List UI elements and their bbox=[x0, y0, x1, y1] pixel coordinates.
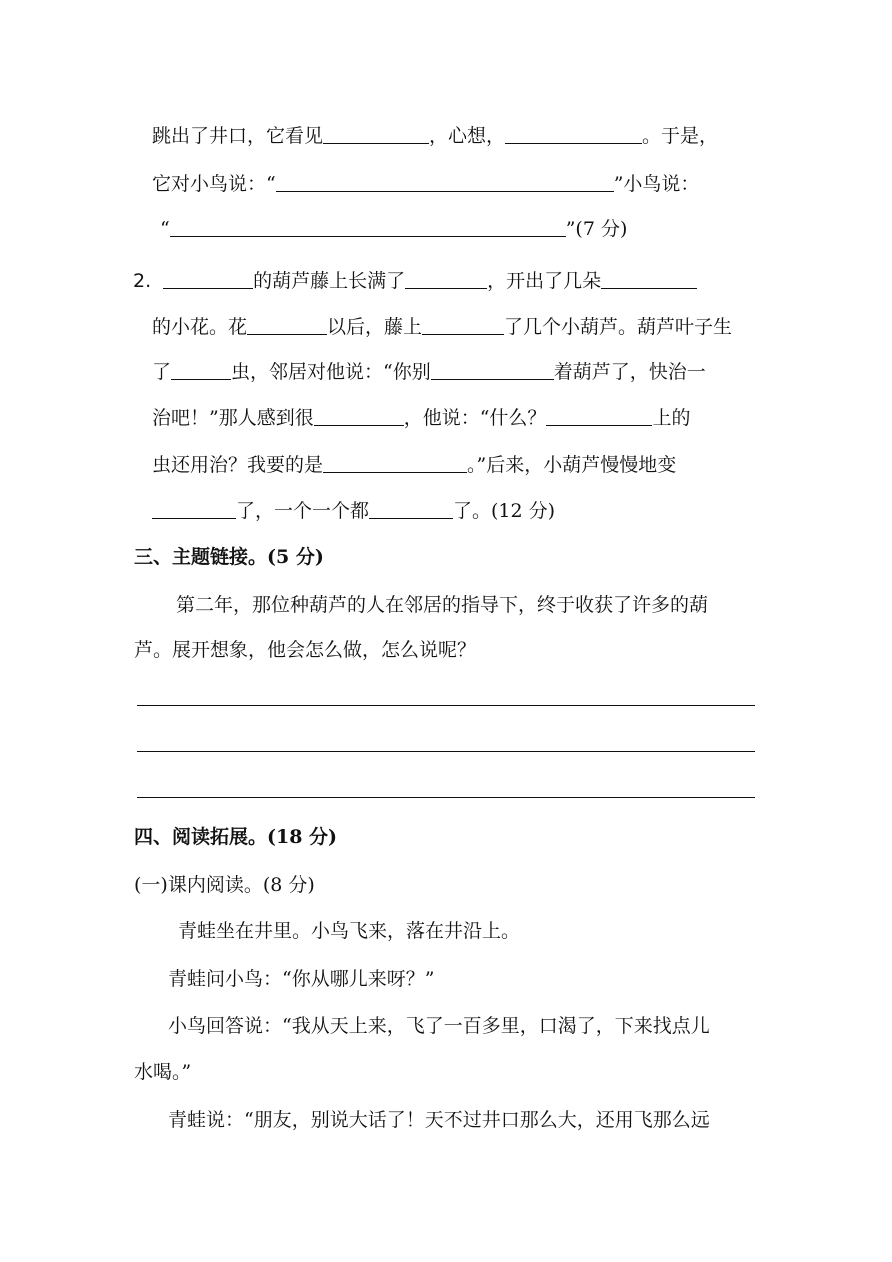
answer-blank[interactable] bbox=[369, 498, 453, 519]
answer-blank[interactable] bbox=[601, 268, 697, 289]
q2-line-5 bbox=[152, 452, 676, 478]
frog-fill-line-1 bbox=[152, 123, 718, 149]
q2-text: 了 bbox=[152, 361, 172, 383]
section-3-paragraph-line-2: 芦。展开想象，他会怎么做，怎么说呢？ bbox=[134, 639, 477, 661]
answer-line[interactable] bbox=[137, 797, 755, 798]
frog-fill-text: ，心想， bbox=[429, 125, 506, 147]
q2-text: 了。(12 分) bbox=[453, 500, 556, 522]
section-3-heading: 三、主题链接。(5 分) bbox=[134, 546, 324, 568]
section-3-paragraph-line-1: 第二年，那位种葫芦的人在邻居的指导下，终于收获了许多的葫 bbox=[176, 594, 709, 616]
answer-blank[interactable] bbox=[163, 268, 253, 289]
q2-line-4 bbox=[152, 405, 690, 431]
answer-blank[interactable] bbox=[546, 405, 652, 426]
reading-paragraph-1: 青蛙坐在井里。小鸟飞来，落在井沿上。 bbox=[178, 920, 521, 942]
answer-blank[interactable] bbox=[152, 498, 236, 519]
frog-fill-line-3 bbox=[160, 216, 627, 242]
answer-blank[interactable] bbox=[314, 405, 404, 426]
q2-text: 了几个小葫芦。葫芦叶子生 bbox=[504, 316, 733, 338]
reading-paragraph-4: 青蛙说：“朋友，别说大话了！天不过井口那么大，还用飞那么远 bbox=[168, 1109, 710, 1131]
q2-text: 虫，邻居对他说：“你别 bbox=[231, 361, 431, 383]
frog-fill-text: ”小鸟说： bbox=[613, 173, 700, 195]
q2-text: 虫还用治？我要的是 bbox=[152, 454, 324, 476]
q2-text: 了，一个一个都 bbox=[236, 500, 370, 522]
answer-blank[interactable] bbox=[505, 123, 642, 144]
q2-text: ，开出了几朵 bbox=[487, 270, 602, 292]
frog-fill-text: “ bbox=[160, 218, 170, 240]
frog-fill-text: 它对小鸟说：“ bbox=[152, 173, 276, 195]
q2-text: 着葫芦了，快治一 bbox=[553, 361, 706, 383]
section-4-heading: 四、阅读拓展。(18 分) bbox=[134, 826, 338, 848]
q2-line-6 bbox=[152, 498, 555, 524]
reading-paragraph-3-line-1: 小鸟回答说：“我从天上来，飞了一百多里，口渴了，下来找点儿 bbox=[168, 1015, 710, 1037]
answer-blank[interactable] bbox=[323, 123, 429, 144]
answer-blank[interactable] bbox=[422, 314, 504, 335]
reading-paragraph-2: 青蛙问小鸟：“你从哪儿来呀？” bbox=[168, 968, 435, 990]
answer-blank[interactable] bbox=[431, 359, 554, 380]
answer-blank[interactable] bbox=[171, 359, 231, 380]
q2-text: ，他说：“什么？ bbox=[403, 407, 547, 429]
q2-text: 的葫芦藤上长满了 bbox=[253, 270, 406, 292]
q2-text: 。”后来，小葫芦慢慢地变 bbox=[467, 454, 677, 476]
q2-text: 的小花。花 bbox=[152, 316, 248, 338]
answer-line[interactable] bbox=[137, 751, 755, 752]
reading-paragraph-3-line-2: 水喝。” bbox=[134, 1061, 192, 1083]
answer-blank[interactable] bbox=[170, 216, 566, 237]
q2-text: 治吧！”那人感到很 bbox=[152, 407, 314, 429]
frog-fill-text: 跳出了井口，它看见 bbox=[152, 125, 324, 147]
q2-text: 以后，藤上 bbox=[327, 316, 423, 338]
q2-text: 上的 bbox=[652, 407, 691, 429]
q2-line-1 bbox=[133, 268, 697, 294]
question-number: 2. bbox=[133, 270, 152, 292]
answer-blank[interactable] bbox=[405, 268, 487, 289]
frog-fill-line-2 bbox=[152, 171, 699, 197]
answer-blank[interactable] bbox=[276, 171, 614, 192]
answer-blank[interactable] bbox=[247, 314, 327, 335]
q2-line-3 bbox=[152, 359, 706, 385]
frog-fill-text: 。于是， bbox=[642, 125, 719, 147]
answer-line[interactable] bbox=[137, 705, 755, 706]
answer-blank[interactable] bbox=[323, 452, 467, 473]
q2-line-2 bbox=[152, 314, 732, 340]
section-4-subheading: (一)课内阅读。(8 分) bbox=[134, 874, 315, 896]
frog-fill-text: ”(7 分) bbox=[565, 218, 628, 240]
